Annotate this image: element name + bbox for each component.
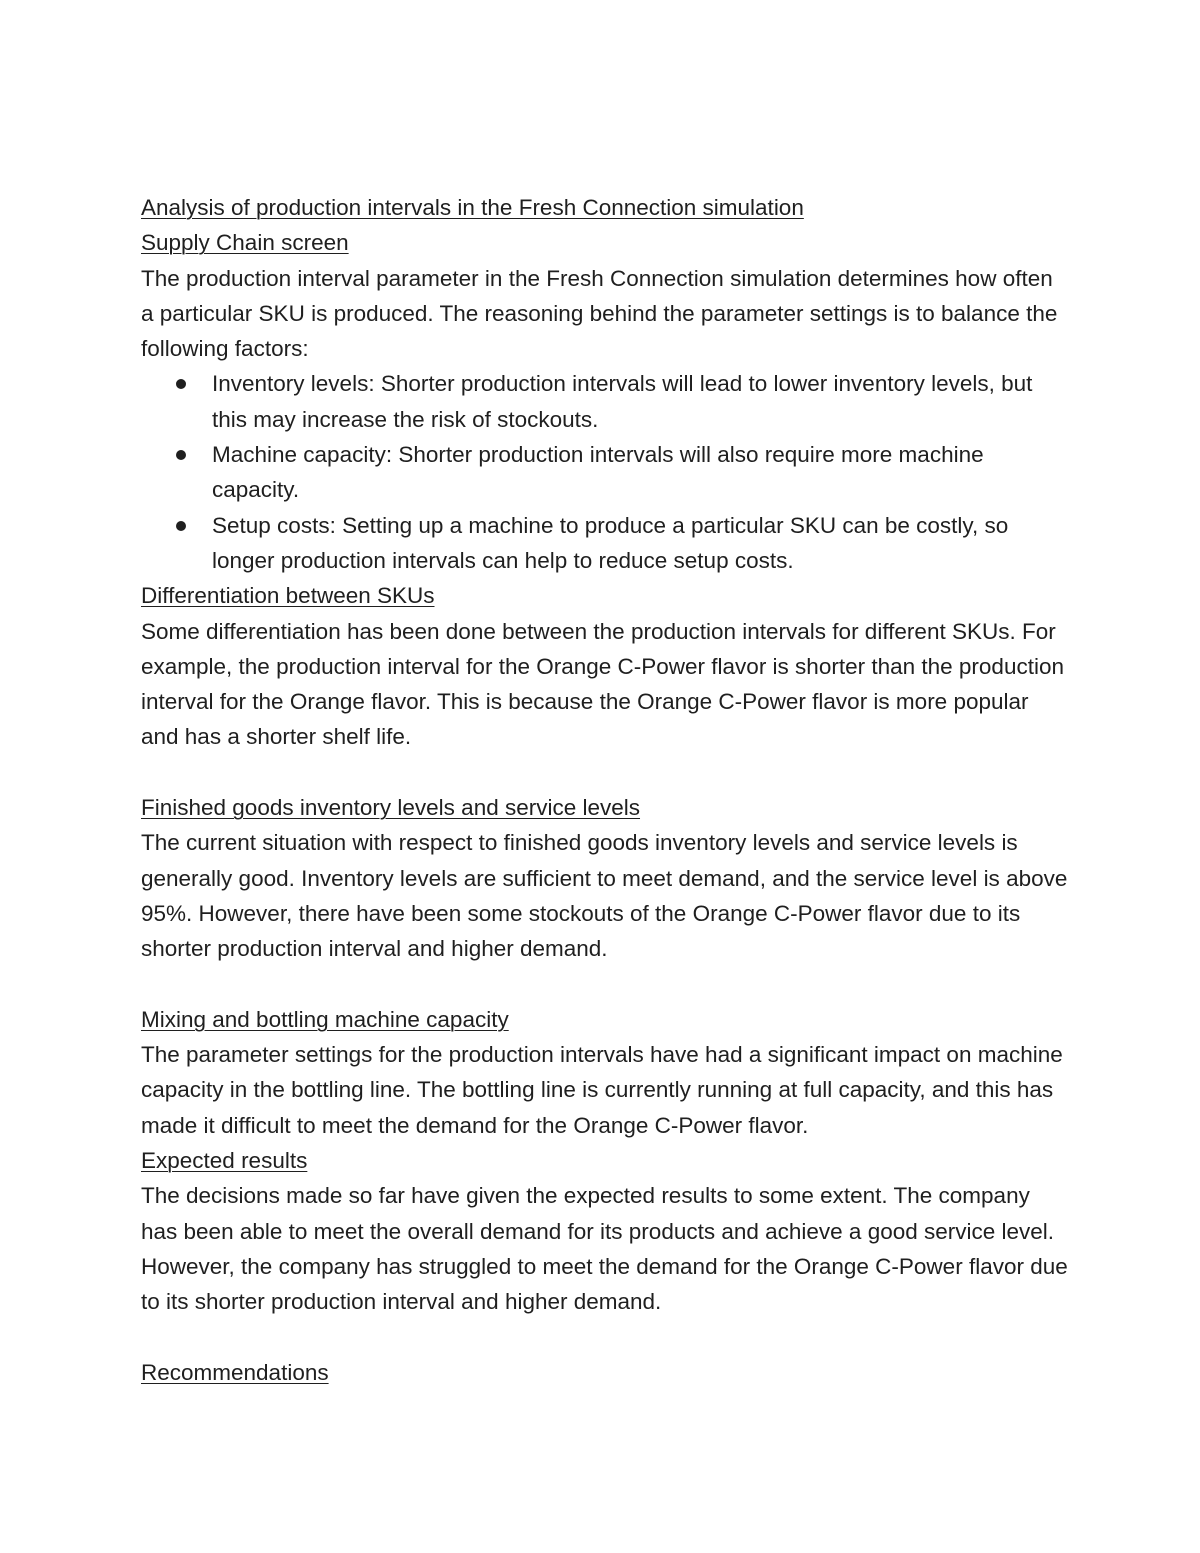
bullet-icon bbox=[176, 521, 186, 531]
section-heading-supply-chain: Supply Chain screen bbox=[141, 230, 349, 256]
section-heading-finished-goods: Finished goods inventory levels and service levels bbox=[141, 795, 641, 821]
section-heading-machine-capacity: Mixing and bottling machine capacity bbox=[141, 1006, 509, 1032]
bullet-icon bbox=[176, 450, 186, 460]
differentiation-body: Some differentiation has been done between the production intervals for different SKUs. For example, the production interval for the Orange C-Power flavor is shorter than the production interval for the Orange flavor. This is because the Orange C-Power flavor is more popular and has a shorter shelf life. bbox=[141, 618, 1064, 750]
list-item-text: Inventory levels: Shorter production intervals will lead to lower inventory levels, but this may increase the risk of stockouts. bbox=[212, 371, 1033, 432]
supply-chain-intro: The production interval parameter in the Fresh Connection simulation determines how often a particular SKU is produced. The reasoning behind the parameter settings is to balance the following factors: bbox=[141, 265, 1058, 362]
bullet-icon bbox=[176, 379, 186, 389]
finished-goods-body: The current situation with respect to finished goods inventory levels and service levels is generally good. Inventory levels are sufficient to meet demand, and the service level is above 95%. However, there have been some stockouts of the Orange C-Power flavor due to its shorter production interval and higher demand. bbox=[141, 830, 1068, 962]
list-item bbox=[141, 366, 1071, 437]
blank-line bbox=[141, 755, 1071, 790]
section-heading-expected-results: Expected results bbox=[141, 1148, 308, 1174]
list-item bbox=[141, 508, 1071, 579]
section-heading-recommendations: Recommendations bbox=[141, 1359, 329, 1385]
blank-line bbox=[141, 1320, 1071, 1355]
blank-line bbox=[141, 967, 1071, 1002]
list-item-text: Setup costs: Setting up a machine to produce a particular SKU can be costly, so longer production intervals can help to reduce setup costs. bbox=[212, 512, 1009, 573]
factors-list bbox=[141, 366, 1071, 578]
document-title: Analysis of production intervals in the Fresh Connection simulation bbox=[141, 195, 804, 220]
list-item-text: Machine capacity: Shorter production intervals will also require more machine capacity. bbox=[212, 442, 984, 503]
expected-results-body: The decisions made so far have given the expected results to some extent. The company has been able to meet the overall demand for its products and achieve a good service level. However, the company has struggled to meet the demand for the Orange C-Power flavor due to its shorter production interval and higher demand. bbox=[141, 1183, 1068, 1315]
document-page bbox=[141, 190, 1071, 1390]
section-heading-differentiation: Differentiation between SKUs bbox=[141, 583, 435, 609]
machine-capacity-body: The parameter settings for the production intervals have had a significant impact on machine capacity in the bottling line. The bottling line is currently running at full capacity, and this has made it difficult to meet the demand for the Orange C-Power flavor. bbox=[141, 1042, 1063, 1138]
list-item bbox=[141, 437, 1071, 508]
